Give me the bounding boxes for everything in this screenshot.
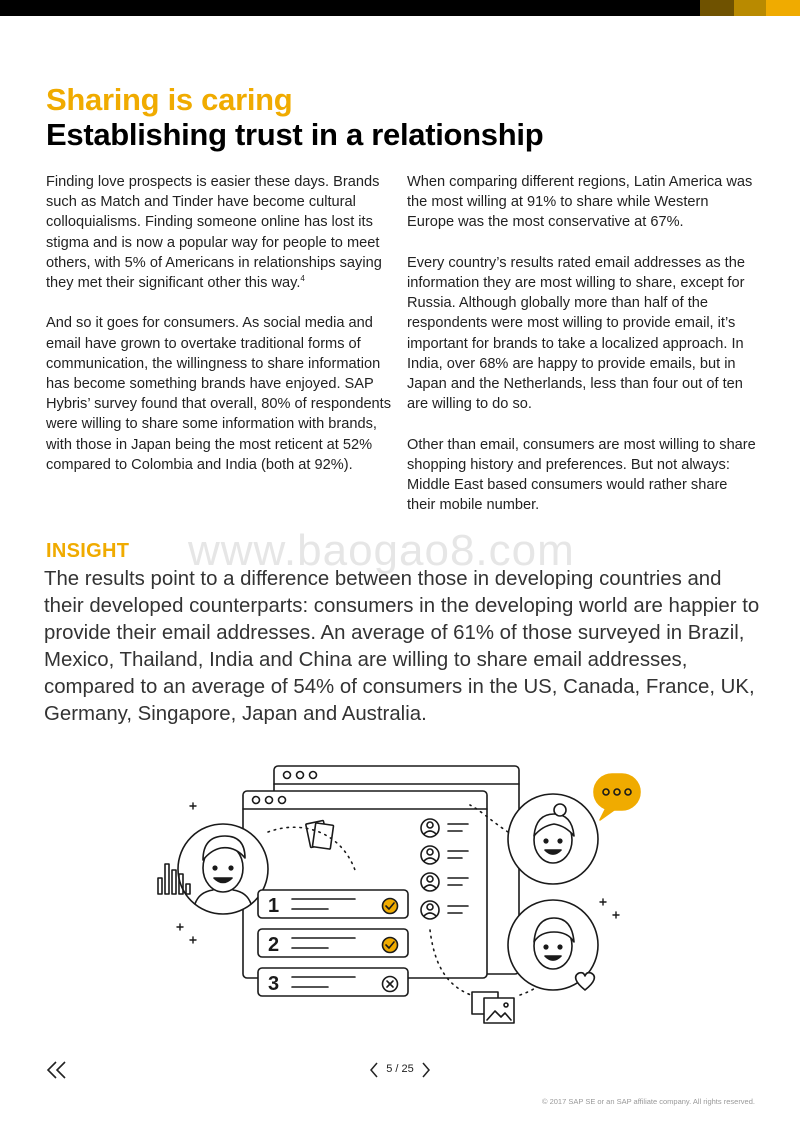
heart-icon: [576, 973, 595, 990]
check-icon: [383, 899, 398, 914]
section-title: Establishing trust in a relationship: [46, 117, 544, 152]
footnote-ref[interactable]: 4: [300, 274, 305, 284]
check-icon: [383, 938, 398, 953]
paragraph: [46, 172, 392, 293]
close-icon: [383, 977, 398, 992]
watermark: www.baogao8.com: [188, 526, 575, 575]
paragraph: Every country’s results rated email addresses as the information they are most willing to share, except for Russia. Although globally more than half of the respondents were most willing to provide email, it’s important for brands to take a localized approach. In India, over 68% are happy to provide emails, but in Japan and the Netherlands, less than four out of ten are willing to do so.: [407, 254, 745, 413]
documents-icon: [306, 820, 334, 849]
illustration: [150, 760, 650, 1035]
paragraph: And so it goes for consumers. As social media and email have grown to overtake traditional forms of communication, the willingness to share information has become something brands have enjoyed. SAP Hybris’ survey found that overall, 80% of respondents were willing to share some information with brands, with those in Japan being the most reticent at 52% compared to Colombia and India (both at 92%).: [46, 315, 392, 473]
copyright: © 2017 SAP SE or an SAP affiliate company. All rights reserved.: [541, 1097, 755, 1106]
person-avatar-icon: [508, 794, 598, 884]
top-bar: [0, 0, 800, 16]
rank-number: 2: [268, 934, 280, 956]
rank-number: 3: [268, 973, 280, 995]
top-bar-segment: [734, 0, 766, 16]
photos-icon: [472, 992, 514, 1023]
chat-bubble-icon: [594, 774, 640, 820]
right-column: [407, 172, 759, 536]
insight-label: INSIGHT: [46, 540, 130, 562]
next-page-icon[interactable]: [420, 1060, 432, 1080]
paragraph: Other than email, consumers are most willing to share shopping history and preferences. But not always: Middle East based consumers would rather share their mobile number.: [407, 436, 756, 514]
paragraph-text: Finding love prospects is easier these days. Brands such as Match and Tinder have become cultural colloquialisms. Finding someone online has lost its stigma and is now a popular way for people to meet others, with 5% of Americans in relationships saying they met their significant other this way.: [46, 174, 382, 292]
insight-text: The results point to a difference between those in developing countries and their developed counterparts: consumers in the developing world are happier to provide their email addresses. An average of 61% of those surveyed in Brazil, Mexico, Thailand, India and China are willing to share email addresses, compared to an average of 54% of consumers in the US, Canada, France, UK, Germany, Singapore, Japan and Australia.: [44, 568, 760, 725]
person-avatar-icon: [178, 824, 268, 914]
page-number: 5 / 25: [386, 1063, 414, 1075]
section-title-accent: Sharing is caring: [46, 82, 293, 117]
page-pager: [368, 1060, 432, 1080]
back-double-chevron-icon[interactable]: [44, 1059, 68, 1081]
rank-number: 1: [268, 895, 280, 917]
top-bar-segment: [700, 0, 734, 16]
left-column: [46, 172, 392, 495]
top-bar-segment: [766, 0, 800, 16]
paragraph: When comparing different regions, Latin America was the most willing at 91% to share while Western Europe was the most conservative at 67%.: [407, 174, 753, 231]
